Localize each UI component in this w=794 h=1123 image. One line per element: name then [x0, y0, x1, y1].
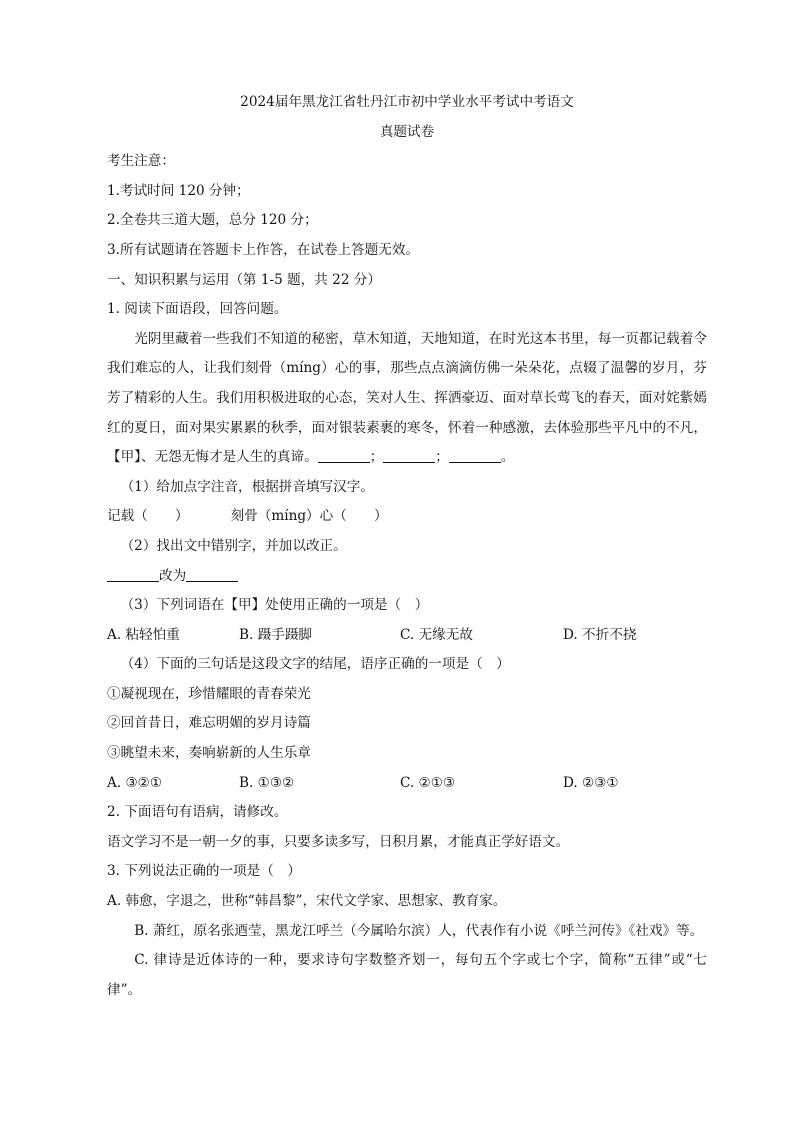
ordering-sentence: ②回首昔日，难忘明媚的岁月诗篇 [107, 715, 311, 732]
answer-blank[interactable] [186, 567, 238, 582]
sub-question-stem: （4）下面的三句话是这段文字的结尾，语序正确的一项是（ ） [120, 656, 510, 673]
sub-question-stem: （1）给加点字注音，根据拼音填写汉字。 [120, 478, 374, 495]
pinyin-item: 刻骨（míng）心（ ） [230, 508, 388, 525]
passage-end: 。 [500, 449, 515, 466]
choice-option: D. 不折不挠 [563, 626, 637, 643]
blank-separator: ； [435, 449, 449, 466]
notice-item: 3.所有试题请在答题卡上作答，在试卷上答题无效。 [107, 241, 420, 258]
question-stem: 2. 下面语句有语病，请修改。 [107, 804, 288, 821]
faulty-sentence: 语文学习不是一朝一夕的事，只要多读多写，日积月累，才能真正学好语文。 [107, 833, 570, 850]
change-label: 改为 [159, 567, 187, 584]
choice-option: A. 粘轻怕重 [107, 626, 180, 643]
exam-content [107, 88, 707, 1005]
pinyin-items [107, 502, 707, 532]
question-stem: 3. 下列说法正确的一项是（ ） [107, 863, 302, 880]
choice-option: C. ②①③ [400, 774, 456, 791]
choice-option: B. 萧红，原名张迺莹，黑龙江呼兰（今属哈尔滨）人，代表作有小说《呼兰河传》《社戏》等。 [134, 922, 704, 939]
option-row [107, 621, 707, 651]
answer-blank[interactable] [318, 448, 370, 463]
notice-item: 2.全卷共三道大题，总分 120 分； [107, 212, 318, 229]
sub-question-stem: （3）下列词语在【甲】处使用正确的一项是（ ） [120, 597, 429, 614]
choice-option: D. ②③① [563, 774, 619, 791]
answer-blank[interactable] [383, 448, 435, 463]
reading-passage [107, 325, 707, 473]
ordering-sentence: ③眺望未来，奏响崭新的人生乐章 [107, 745, 311, 762]
question-stem: 1. 阅读下面语段，回答问题。 [107, 301, 288, 318]
choice-option: C. 律诗是近体诗的一种，要求诗句字数整齐划一，每句五个字或七个字，简称“五律”或“七律”。 [107, 952, 707, 998]
passage-text: 光阴里藏着一些我们不知道的秘密，草木知道，天地知道，在时光这本书里，每一页都记载着令我们难忘的人，让我们刻骨（míng）心的事，那些点点滴滴仿佛一朵朵花，点辍了温馨的岁月，芬芳了精彩的人生。我们用积极进取的心态，笑对人生、挥洒豪迈、面对草长莺飞的春天，面对姹紫嫣红的夏日，面对果实累累的秋季，面对银装素裹的寒冬，怀着一种感激，去体验那些平凡中的不凡，【甲】、无怨无悔才是人生的真谛。 [107, 330, 707, 466]
correction-row [107, 562, 707, 592]
exam-title-line2: 真题试卷 [379, 123, 435, 140]
section-heading: 一、知识积累与运用（第 1-5 题，共 22 分） [107, 271, 381, 288]
choice-option: C. 无缘无故 [400, 626, 473, 643]
sub-question-stem: （2）找出文中错别字，并加以改正。 [120, 537, 347, 554]
notice-heading: 考生注意： [107, 153, 175, 170]
choice-option: B. 蹑手蹑脚 [239, 626, 313, 643]
ordering-sentence: ①凝视现在，珍惜耀眼的青春荣光 [107, 685, 311, 702]
choice-option: B. ①③② [239, 774, 295, 791]
choice-option: A. 韩愈，字退之，世称“韩昌黎”，宋代文学家、思想家、教育家。 [107, 893, 507, 910]
choice-option: A. ③②① [107, 774, 163, 791]
option-row [107, 769, 707, 799]
exam-title-line1: 2024届年黑龙江省牡丹江市初中学业水平考试中考语文 [240, 94, 574, 110]
answer-blank[interactable] [449, 448, 501, 463]
blank-separator: ； [369, 449, 384, 466]
answer-blank[interactable] [107, 567, 159, 582]
pinyin-item: 记载（ ） [107, 508, 189, 525]
notice-item: 1.考试时间 120 分钟； [107, 182, 250, 199]
